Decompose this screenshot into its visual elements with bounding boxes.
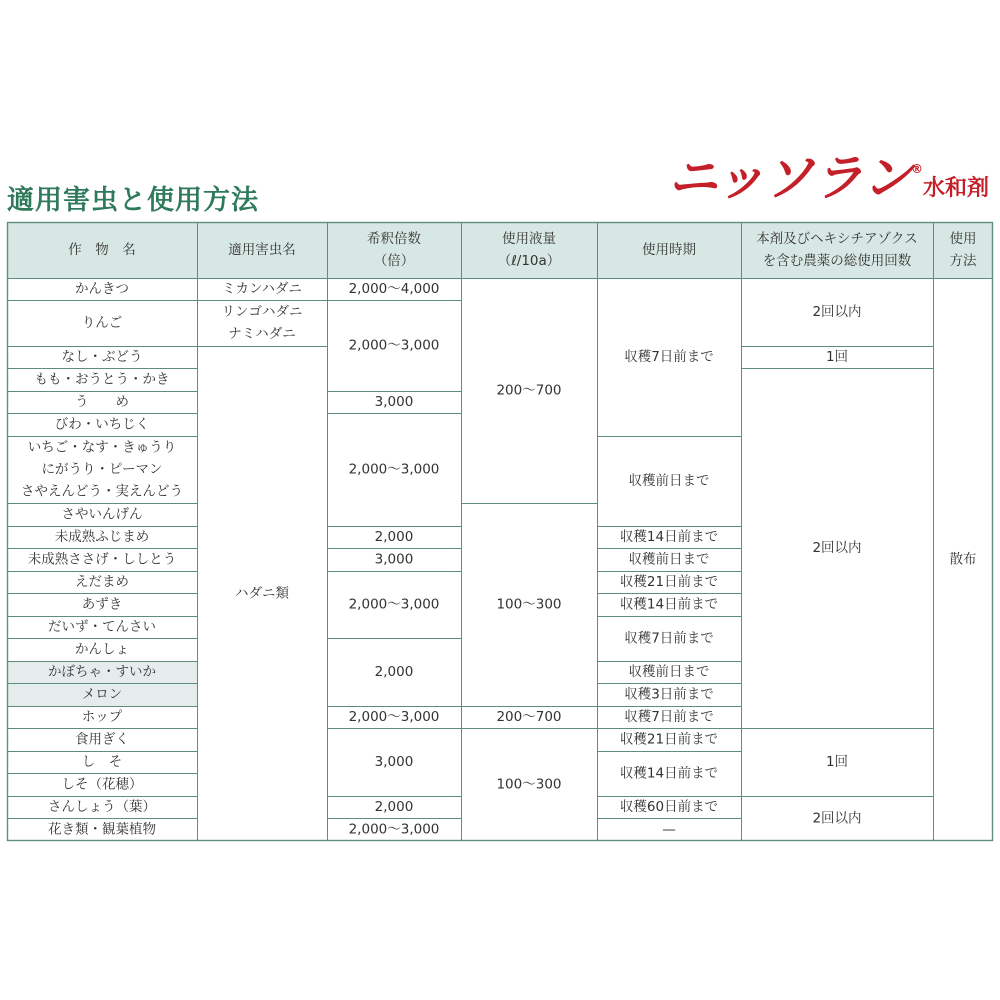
dilution-cell	[349, 338, 440, 354]
volume-cell-text: 200～700	[496, 382, 562, 399]
crop-cell-text: えだまめ	[75, 574, 129, 590]
crop-cell	[75, 394, 129, 410]
header-dilution-text: 希釈倍数	[367, 231, 421, 247]
header-crop	[68, 241, 136, 258]
timing-cell-text: 収穫60日前まで	[619, 799, 719, 815]
dilution-cell-text: 2,000～3,000	[348, 709, 440, 725]
total-uses-cell-text: 1回	[825, 349, 849, 365]
crop-cell	[82, 754, 123, 770]
timing-cell-text: 収穫14日前まで	[619, 596, 719, 613]
crop-cell-text: 花き類・観葉植物	[48, 821, 156, 838]
header-method-text: 使用	[949, 231, 977, 247]
pest-cell-text: ナミハダニ	[228, 326, 296, 342]
timing-cell	[624, 630, 714, 647]
crop-cell	[35, 372, 170, 388]
method-cell	[950, 551, 977, 568]
crop-cell	[48, 619, 156, 635]
brand-formulation: 水和剤	[923, 176, 990, 201]
dilution-cell-text: 2,000～3,000	[348, 461, 440, 478]
total-uses-cell-text: 1回	[825, 754, 849, 770]
total-uses-cell	[812, 810, 861, 827]
crop-cell	[82, 709, 123, 725]
dilution-cell-text: 3,000	[374, 754, 414, 770]
total-uses-cell	[826, 349, 848, 365]
crop-cell-text: なし・ぶどう	[61, 349, 143, 365]
crop-cell-text: さやえんどう・実えんどう	[21, 483, 183, 500]
crop-cell-text: う め	[75, 394, 129, 410]
dilution-cell	[375, 529, 414, 545]
crop-cell	[75, 281, 129, 297]
timing-cell	[620, 765, 718, 782]
crop-cell-text: だいず・てんさい	[48, 619, 156, 635]
timing-cell-text: 収穫21日前まで	[619, 574, 719, 590]
dilution-cell-text: 2,000～3,000	[348, 821, 440, 838]
crop-cell-text: かんきつ	[75, 281, 129, 297]
brand-registered-mark: ®	[911, 162, 923, 176]
timing-cell-text: 収穫14日前まで	[619, 765, 719, 782]
timing-cell	[629, 551, 710, 568]
dilution-cell	[349, 709, 440, 725]
crop-cell-text: かぼちゃ・すいか	[48, 664, 156, 680]
crop-cell	[7, 661, 197, 683]
volume-cell	[496, 597, 561, 613]
crop-cell-text: あずき	[81, 596, 123, 613]
header-timing-text: 使用時期	[642, 242, 696, 258]
total-uses-cell-text: 2回以内	[812, 810, 862, 827]
dilution-cell-text: 2,000	[374, 529, 414, 545]
timing-cell-text: —	[662, 821, 676, 838]
total-uses-cell-text: 2回以内	[812, 540, 862, 556]
timing-cell	[624, 708, 714, 725]
timing-cell	[629, 472, 710, 489]
timing-cell-text: 収穫前日まで	[628, 664, 710, 680]
dilution-cell	[375, 754, 414, 770]
crop-cell-text: 未成熟ささげ・ししとう	[27, 551, 177, 568]
timing-cell-text: 収穫前日まで	[628, 551, 710, 568]
crop-cell-text: し そ	[81, 754, 123, 770]
volume-cell-text: 100～300	[496, 596, 562, 613]
header-timing	[642, 241, 696, 258]
timing-cell-text: 収穫14日前まで	[619, 529, 719, 545]
total-uses-cell	[826, 754, 848, 770]
crop-cell	[75, 732, 129, 748]
pest-cell-text: ミカンハダニ	[221, 281, 303, 297]
dilution-cell-text: 2,000～4,000	[348, 281, 440, 297]
dilution-cell-text: 2,000～3,000	[348, 596, 440, 613]
header-volume-text: （ℓ/10a）	[497, 253, 561, 269]
dilution-cell	[349, 281, 440, 297]
timing-cell	[629, 663, 710, 680]
timing-cell-text: 収穫21日前まで	[619, 731, 719, 748]
dilution-cell-text: 3,000	[374, 394, 414, 410]
crop-cell-text: ホップ	[81, 709, 123, 725]
crop-cell	[82, 597, 123, 613]
dilution-cell-text: 3,000	[374, 551, 414, 568]
header-method-text: 方法	[949, 253, 977, 269]
crop-cell	[62, 776, 143, 793]
pest-cell-text: リンゴハダニ	[221, 304, 303, 320]
dilution-cell	[375, 552, 414, 568]
total-uses-cell	[812, 303, 861, 320]
header-pest-text: 適用害虫名	[228, 242, 296, 258]
crop-cell	[28, 551, 177, 568]
total-uses-cell	[812, 539, 861, 556]
crop-cell-text: かんしょ	[75, 641, 129, 658]
crop-cell-text: もも・おうとう・かき	[34, 371, 170, 388]
total-uses-cell-text: 2回以内	[812, 304, 862, 320]
crop-cell-text: りんご	[81, 315, 123, 331]
pest-cell	[222, 304, 303, 342]
timing-cell-text: 収穫7日前まで	[624, 630, 714, 647]
volume-cell	[496, 709, 561, 725]
dilution-cell-text: 2,000	[374, 799, 414, 815]
timing-cell	[662, 822, 676, 838]
dilution-cell	[349, 462, 440, 478]
timing-cell-text: 収穫7日前まで	[624, 709, 714, 725]
timing-cell	[620, 573, 718, 590]
header-crop-text: 作 物 名	[68, 242, 136, 258]
volume-cell	[496, 383, 561, 399]
brand-name: ニッソラン	[668, 149, 911, 207]
dilution-cell	[375, 799, 414, 815]
dilution-cell	[375, 394, 414, 410]
crop-cell	[7, 683, 197, 706]
timing-cell	[620, 528, 718, 545]
timing-cell-text: 収穫3日前まで	[624, 686, 714, 703]
pest-cell	[222, 281, 302, 297]
crop-cell-text: にがうり・ピーマン	[41, 461, 163, 478]
crop-cell	[21, 440, 183, 500]
header-pest	[228, 242, 296, 258]
crop-cell	[82, 315, 123, 331]
dilution-cell	[375, 664, 414, 680]
header-total-uses-text: を含む農薬の総使用回数	[762, 253, 912, 269]
crop-cell-text: びわ・いちじく	[54, 416, 150, 433]
dilution-cell-text: 2,000	[374, 664, 414, 680]
crop-cell-text: さやいんげん	[61, 506, 143, 523]
crop-cell	[48, 798, 156, 815]
crop-cell-text: いちご・なす・きゅうり	[27, 439, 177, 456]
header-dilution-text: （倍）	[373, 253, 415, 269]
timing-cell	[620, 596, 718, 613]
crop-cell-text: 未成熟ふじまめ	[54, 529, 150, 545]
volume-cell-text: 100～300	[496, 776, 562, 793]
dilution-cell-text: 2,000～3,000	[348, 337, 440, 354]
crop-cell	[55, 417, 150, 433]
volume-cell	[496, 777, 561, 793]
crop-cell	[62, 507, 143, 523]
timing-cell	[624, 686, 714, 703]
crop-cell-text: メロン	[81, 686, 123, 703]
header-total-uses-text: 本剤及びヘキシチアゾクス	[756, 231, 918, 247]
timing-cell-text: 収穫7日前まで	[624, 349, 714, 365]
pest-cell-text: ハダニ類	[235, 585, 289, 602]
timing-cell-text: 収穫前日まで	[628, 473, 710, 489]
pest-cell	[235, 585, 289, 602]
timing-cell	[620, 731, 718, 748]
crop-cell	[62, 349, 143, 365]
crop-cell	[55, 528, 150, 545]
crop-cell-text: 食用ぎく	[75, 731, 129, 748]
dilution-cell	[349, 597, 440, 613]
timing-cell	[624, 348, 714, 365]
crop-cell	[75, 574, 129, 590]
dilution-cell	[349, 822, 440, 838]
volume-cell-text: 200～700	[496, 709, 562, 725]
crop-cell	[48, 821, 156, 838]
crop-cell-text: さんしょう（葉）	[48, 799, 156, 815]
header-volume-text: 使用液量	[502, 231, 556, 247]
section-title: 適用害虫と使用方法	[7, 185, 259, 216]
crop-cell	[75, 642, 129, 658]
crop-cell-text: しそ（花穂）	[61, 776, 143, 793]
method-cell-text: 散布	[949, 551, 977, 568]
timing-cell	[620, 798, 718, 815]
